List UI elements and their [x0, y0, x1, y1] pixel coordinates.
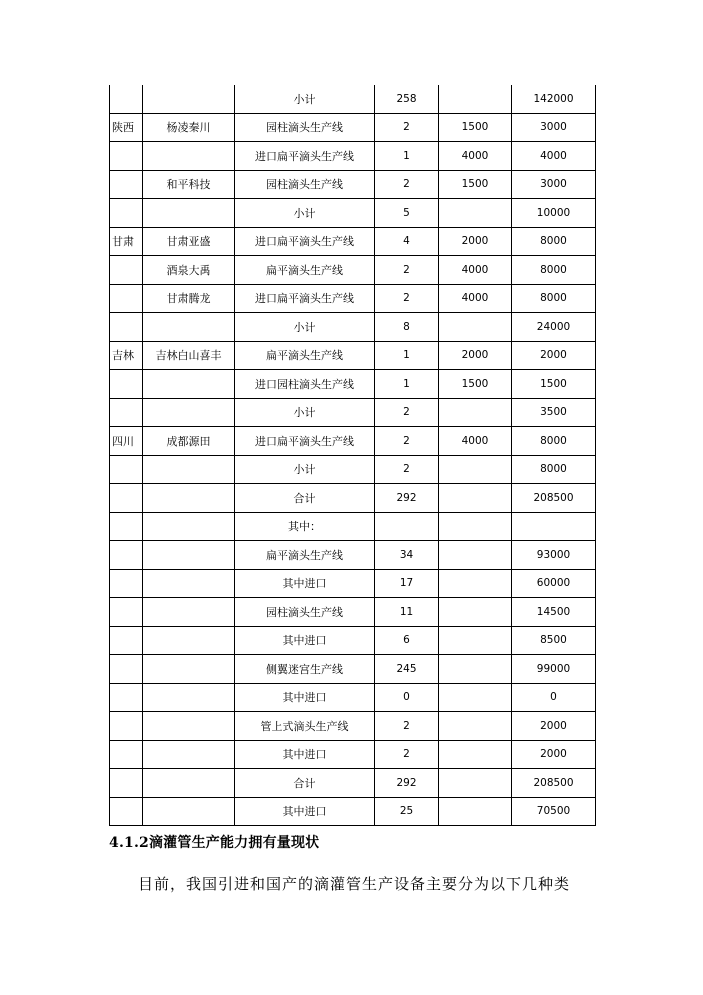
company-cell	[143, 313, 235, 342]
total-capacity-cell: 8000	[512, 227, 596, 256]
line-type-cell: 小计	[235, 85, 375, 113]
company-cell	[143, 398, 235, 427]
province-cell	[110, 512, 143, 541]
table-row	[110, 455, 596, 484]
count-cell: 11	[375, 598, 439, 627]
unit-capacity-cell: 4000	[439, 256, 512, 285]
company-cell	[143, 455, 235, 484]
count-cell: 25	[375, 797, 439, 826]
total-capacity-cell: 14500	[512, 598, 596, 627]
total-capacity-cell: 208500	[512, 484, 596, 513]
unit-capacity-cell: 1500	[439, 113, 512, 142]
province-cell: 四川	[110, 427, 143, 456]
province-cell	[110, 455, 143, 484]
province-cell	[110, 284, 143, 313]
unit-capacity-cell	[439, 569, 512, 598]
table-row	[110, 655, 596, 684]
company-cell	[143, 797, 235, 826]
table-row	[110, 113, 596, 142]
table-row	[110, 85, 596, 113]
line-type-cell: 小计	[235, 455, 375, 484]
company-cell	[143, 655, 235, 684]
total-capacity-cell: 70500	[512, 797, 596, 826]
province-cell	[110, 740, 143, 769]
unit-capacity-cell	[439, 712, 512, 741]
total-capacity-cell: 93000	[512, 541, 596, 570]
company-cell: 杨凌秦川	[143, 113, 235, 142]
total-capacity-cell: 1500	[512, 370, 596, 399]
total-capacity-cell: 60000	[512, 569, 596, 598]
table-row	[110, 427, 596, 456]
province-cell	[110, 85, 143, 113]
company-cell	[143, 683, 235, 712]
province-cell	[110, 626, 143, 655]
line-type-cell: 其中进口	[235, 683, 375, 712]
line-type-cell: 进口扁平滴头生产线	[235, 284, 375, 313]
line-type-cell: 进口园柱滴头生产线	[235, 370, 375, 399]
table-row	[110, 256, 596, 285]
unit-capacity-cell	[439, 655, 512, 684]
total-capacity-cell: 3500	[512, 398, 596, 427]
data-table	[109, 85, 596, 826]
table-row	[110, 341, 596, 370]
company-cell	[143, 484, 235, 513]
province-cell: 甘肃	[110, 227, 143, 256]
unit-capacity-cell: 1500	[439, 170, 512, 199]
table-row	[110, 598, 596, 627]
unit-capacity-cell	[439, 598, 512, 627]
total-capacity-cell: 0	[512, 683, 596, 712]
total-capacity-cell: 24000	[512, 313, 596, 342]
unit-capacity-cell	[439, 313, 512, 342]
count-cell	[375, 512, 439, 541]
company-cell	[143, 541, 235, 570]
province-cell	[110, 655, 143, 684]
section-heading: 4.1.2滴灌管生产能力拥有量现状	[109, 835, 320, 851]
count-cell: 8	[375, 313, 439, 342]
line-type-cell: 合计	[235, 769, 375, 798]
table-row	[110, 227, 596, 256]
count-cell: 2	[375, 712, 439, 741]
total-capacity-cell: 8000	[512, 455, 596, 484]
count-cell: 1	[375, 370, 439, 399]
province-cell	[110, 797, 143, 826]
total-capacity-cell: 142000	[512, 85, 596, 113]
unit-capacity-cell	[439, 769, 512, 798]
table-row	[110, 797, 596, 826]
province-cell	[110, 569, 143, 598]
total-capacity-cell: 10000	[512, 199, 596, 228]
unit-capacity-cell	[439, 512, 512, 541]
line-type-cell: 进口扁平滴头生产线	[235, 227, 375, 256]
count-cell: 2	[375, 427, 439, 456]
count-cell: 0	[375, 683, 439, 712]
table-row	[110, 199, 596, 228]
total-capacity-cell: 3000	[512, 113, 596, 142]
line-type-cell: 扁平滴头生产线	[235, 256, 375, 285]
province-cell	[110, 683, 143, 712]
province-cell	[110, 170, 143, 199]
count-cell: 6	[375, 626, 439, 655]
count-cell: 2	[375, 398, 439, 427]
province-cell	[110, 598, 143, 627]
unit-capacity-cell: 4000	[439, 427, 512, 456]
province-cell	[110, 769, 143, 798]
count-cell: 245	[375, 655, 439, 684]
total-capacity-cell: 8000	[512, 427, 596, 456]
company-cell: 成都源田	[143, 427, 235, 456]
count-cell: 2	[375, 256, 439, 285]
line-type-cell: 扁平滴头生产线	[235, 541, 375, 570]
count-cell: 2	[375, 740, 439, 769]
line-type-cell: 侧翼迷宫生产线	[235, 655, 375, 684]
line-type-cell: 其中进口	[235, 569, 375, 598]
count-cell: 2	[375, 113, 439, 142]
company-cell	[143, 626, 235, 655]
table-row	[110, 170, 596, 199]
line-type-cell: 进口扁平滴头生产线	[235, 142, 375, 171]
company-cell: 甘肃腾龙	[143, 284, 235, 313]
total-capacity-cell: 8000	[512, 256, 596, 285]
province-cell: 陕西	[110, 113, 143, 142]
table-row	[110, 683, 596, 712]
province-cell	[110, 484, 143, 513]
table-row	[110, 712, 596, 741]
total-capacity-cell	[512, 512, 596, 541]
province-cell	[110, 398, 143, 427]
table-row	[110, 313, 596, 342]
count-cell: 2	[375, 455, 439, 484]
line-type-cell: 进口扁平滴头生产线	[235, 427, 375, 456]
line-type-cell: 其中：	[235, 512, 375, 541]
line-type-cell: 小计	[235, 313, 375, 342]
unit-capacity-cell	[439, 398, 512, 427]
table-row	[110, 626, 596, 655]
count-cell: 258	[375, 85, 439, 113]
company-cell	[143, 199, 235, 228]
table-row	[110, 370, 596, 399]
company-cell	[143, 370, 235, 399]
count-cell: 17	[375, 569, 439, 598]
unit-capacity-cell: 4000	[439, 142, 512, 171]
total-capacity-cell: 2000	[512, 341, 596, 370]
table-row	[110, 769, 596, 798]
unit-capacity-cell: 2000	[439, 341, 512, 370]
line-type-cell: 其中进口	[235, 797, 375, 826]
unit-capacity-cell	[439, 797, 512, 826]
province-cell	[110, 256, 143, 285]
line-type-cell: 合计	[235, 484, 375, 513]
line-type-cell: 扁平滴头生产线	[235, 341, 375, 370]
body-paragraph: 目前，我国引进和国产的滴灌管生产设备主要分为以下几种类	[138, 875, 571, 893]
line-type-cell: 小计	[235, 199, 375, 228]
table-row	[110, 541, 596, 570]
company-cell	[143, 712, 235, 741]
province-cell	[110, 199, 143, 228]
company-cell	[143, 142, 235, 171]
count-cell: 5	[375, 199, 439, 228]
province-cell	[110, 541, 143, 570]
table-row	[110, 484, 596, 513]
total-capacity-cell: 2000	[512, 712, 596, 741]
total-capacity-cell: 4000	[512, 142, 596, 171]
total-capacity-cell: 8000	[512, 284, 596, 313]
table-row	[110, 569, 596, 598]
province-cell	[110, 142, 143, 171]
company-cell: 吉林白山喜丰	[143, 341, 235, 370]
table-row	[110, 740, 596, 769]
line-type-cell: 园柱滴头生产线	[235, 598, 375, 627]
company-cell	[143, 85, 235, 113]
count-cell: 2	[375, 284, 439, 313]
province-cell: 吉林	[110, 341, 143, 370]
unit-capacity-cell	[439, 455, 512, 484]
unit-capacity-cell	[439, 683, 512, 712]
line-type-cell: 其中进口	[235, 626, 375, 655]
count-cell: 292	[375, 769, 439, 798]
line-type-cell: 园柱滴头生产线	[235, 113, 375, 142]
count-cell: 4	[375, 227, 439, 256]
company-cell: 酒泉大禹	[143, 256, 235, 285]
unit-capacity-cell	[439, 85, 512, 113]
total-capacity-cell: 208500	[512, 769, 596, 798]
company-cell	[143, 769, 235, 798]
unit-capacity-cell: 1500	[439, 370, 512, 399]
unit-capacity-cell	[439, 484, 512, 513]
table-body	[110, 85, 596, 826]
company-cell: 和平科技	[143, 170, 235, 199]
unit-capacity-cell	[439, 626, 512, 655]
province-cell	[110, 712, 143, 741]
company-cell	[143, 740, 235, 769]
total-capacity-cell: 2000	[512, 740, 596, 769]
table-row	[110, 512, 596, 541]
line-type-cell: 小计	[235, 398, 375, 427]
province-cell	[110, 313, 143, 342]
count-cell: 292	[375, 484, 439, 513]
company-cell: 甘肃亚盛	[143, 227, 235, 256]
count-cell: 2	[375, 170, 439, 199]
company-cell	[143, 512, 235, 541]
unit-capacity-cell	[439, 199, 512, 228]
unit-capacity-cell: 2000	[439, 227, 512, 256]
count-cell: 34	[375, 541, 439, 570]
company-cell	[143, 598, 235, 627]
line-type-cell: 园柱滴头生产线	[235, 170, 375, 199]
table-row	[110, 284, 596, 313]
unit-capacity-cell	[439, 740, 512, 769]
line-type-cell: 管上式滴头生产线	[235, 712, 375, 741]
unit-capacity-cell: 4000	[439, 284, 512, 313]
company-cell	[143, 569, 235, 598]
count-cell: 1	[375, 142, 439, 171]
table-row	[110, 398, 596, 427]
line-type-cell: 其中进口	[235, 740, 375, 769]
total-capacity-cell: 3000	[512, 170, 596, 199]
total-capacity-cell: 8500	[512, 626, 596, 655]
unit-capacity-cell	[439, 541, 512, 570]
total-capacity-cell: 99000	[512, 655, 596, 684]
count-cell: 1	[375, 341, 439, 370]
table-row	[110, 142, 596, 171]
province-cell	[110, 370, 143, 399]
